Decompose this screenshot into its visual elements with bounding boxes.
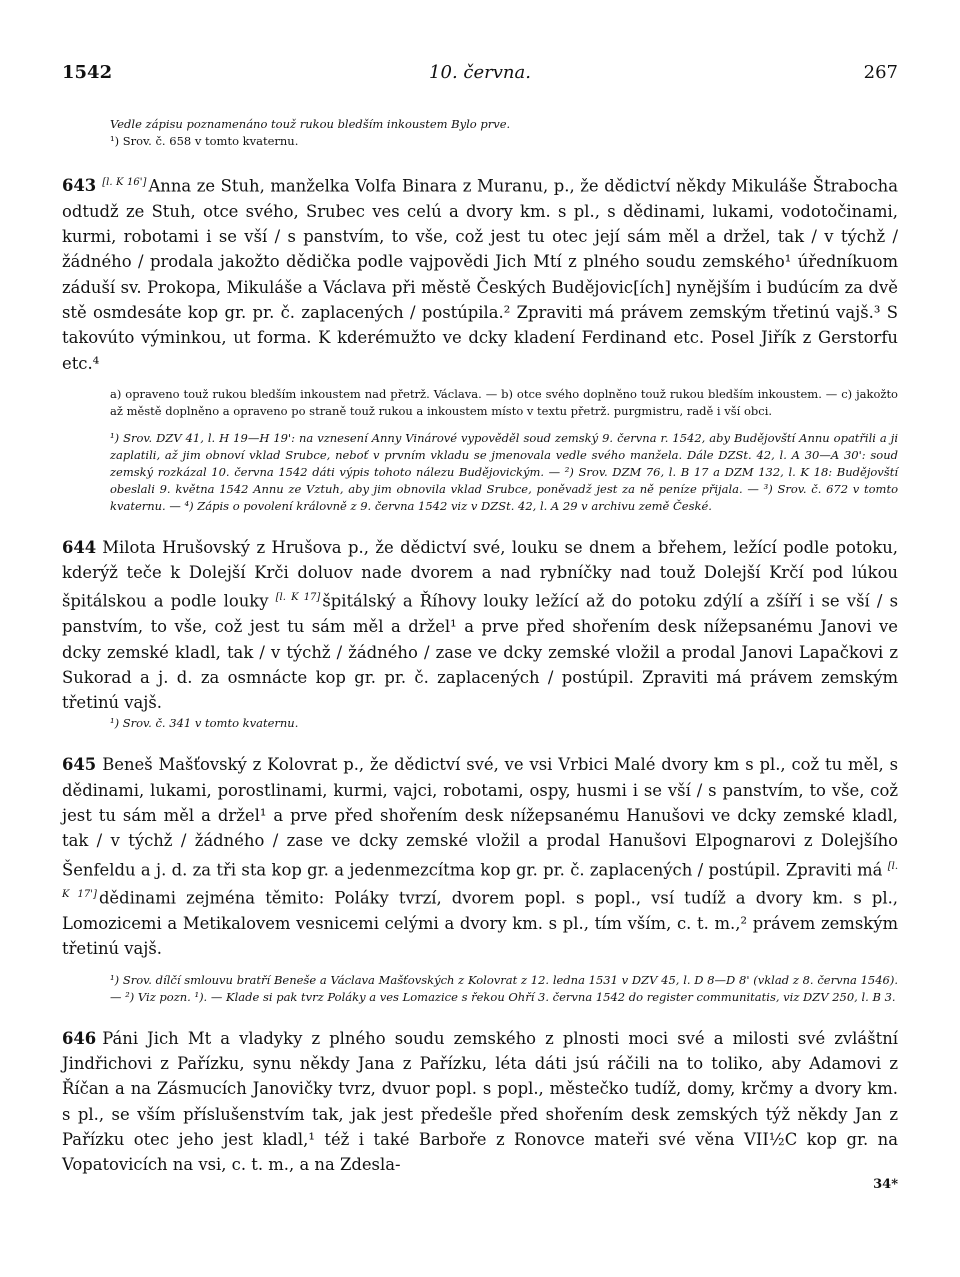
folio-signature: [l. K 16'] xyxy=(102,177,147,188)
document-page xyxy=(62,62,898,1197)
entry-645 xyxy=(62,752,898,961)
entry-text-part2: špitálský a Říhovy louky ležící až do potoku zdýlí a zšíří i se vší / s panstvím, to vše, což jest tu sám měl a držel¹ a prve před shořením desk nížepsanému Janovi ve dcky zemské kladl, tak / v týchž / žádného / zase ve dcky zemské vložil a prodal Janovi Lapačkovi z Sukorad a j. d. za osmnácte kop gr. pr. č. zaplacených / postúpil. Zpraviti má právem zemským třetinú vajš. xyxy=(62,591,899,713)
pre-note: Vedle zápisu poznamenáno touž rukou bledším inkoustem Bylo prve. xyxy=(110,117,511,131)
entry-644 xyxy=(62,535,898,716)
header-page-number: 267 xyxy=(863,62,898,83)
signature-mark: 34* xyxy=(873,1177,898,1193)
textual-notes: a) opraveno touž rukou bledším inkoustem nad přetrž. Václava. — b) otce svého doplněno touž rukou bledším inkoustem. — c) jakožto až městě doplněno a opraveno po straně touž rukou a inkoustem místo v textu přetrž. purgmistru, radě i vší obci. xyxy=(110,386,898,418)
page-header xyxy=(62,62,898,90)
entry-646 xyxy=(62,1026,898,1178)
entry-footnotes: ¹) Srov. č. 341 v tomto kvaternu. xyxy=(110,716,299,731)
entry-footnotes: ¹) Srov. dílčí smlouvu bratří Beneše a Václava Mašťovských z Kolovrat z 12. ledna 1531 v DZV 45, l. D 8—D 8' (vklad z 8. června 1546). — ²) Viz pozn. ¹). — Klade si pak tvrz Poláky a ves Lomazice s řekou Ohří 3. června 1542 do register communitatis, viz DZV 250, l. B 3. xyxy=(110,972,898,1004)
entry-text: Páni Jich Mt a vladyky z plného soudu zemského z plnosti moci své a milosti své zvláštní Jindřichovi z Pařízku, synu někdy Jana z Pařízku, léta dáti jsú ráčili na to toliko, aby Adamovi z Říčan a na Zásmucích Janovičky tvrz, dvuor popl. s popl., městečko tudíž, domy, krčmy a dvory km. s pl., se vším příslušenstvím tak, jak jest předešle před shořením desk zemských týž někdy Jan z Pařízku otec jeho jest kladl,¹ též i také Barboře z Ronovce mateři své věna VII½C kop gr. na Vopatovicích na vsi, c. t. m., a na Zdesla- xyxy=(62,1028,898,1175)
entry-text-part2: dědinami zejména těmito: Poláky tvrzí, dvorem popl. s popl., vsí tudíž a dvory km. s pl., Lomozicemi a Metikalovem vesnicemi celými a dvory km. s pl., tím vším, c. t. m.,² právem zemským třetinú vajš. xyxy=(62,888,898,959)
header-year: 1542 xyxy=(62,62,113,83)
entry-number: 644 xyxy=(62,537,97,557)
entry-643 xyxy=(62,170,898,376)
entry-text-part1: Beneš Mašťovský z Kolovrat p., že dědictví své, ve vsi Vrbici Malé dvory km s pl., což tu měl, s dědinami, lukami, porostlinami, kurmi, vajci, robotami, ospy, husmi i se vší / s panstvím, to vše, což jest tu sám měl a držel¹ a prve před shořením desk nížepsanému Hanušovi ve dcky zemské kladl, tak / v týchž / žádného / zase ve dcky zemské vložil a prodal Hanušovi Elpognarovi z Dolejšího Šenfeldu a j. d. za tři sta kop gr. a jedenmezcítma kop gr. pr. č. zaplacených / postúpil. Zpraviti má xyxy=(62,755,898,880)
entry-text-part1: Milota Hrušovský z Hrušova p., že dědictví své, louku se dnem a břehem, ležící podle potoku, kderýž teče k Dolejší Krči doluov nade dvorem a nad rybníčky nad touž Dolejší Krčí pod lúkou špitálskou a podle louky xyxy=(62,537,898,611)
folio-signature: [l. K 17'] xyxy=(62,860,898,901)
entry-text: Anna ze Stuh, manželka Volfa Binara z Muranu, p., že dědictví někdy Mikuláše Štrabocha odtudž ze Stuh, otce svého, Srubec ves celú a dvory km. s pl., s dědinami, lukami, vodotočinami, kurmi, robotami i se vší / s panstvím, to vše, což jest tu otec její sám měl a držel, tak / v týchž / žádného / prodala jakožto dědička podle vajpovědi Jich Mtí z plného soudu zemského¹ úředníkuom záduší sv. Prokopa, Mikuláše a Václava při městě Českých Budějovic[ích] nynějším i budúcím za dvě stě osmdesáte kop gr. pr. č. zaplacených / postúpila.² Zpraviti má právem zemským třetinú vajš.³ S takovúto výminkou, ut forma. K kderémužto ve dcky kladení Ferdinand etc. Posel Jiřík z Gerstorfu etc.⁴ xyxy=(62,176,899,373)
header-date: 10. června. xyxy=(429,62,531,83)
folio-signature: [l. K 17] xyxy=(275,592,321,604)
entry-number: 643 xyxy=(62,176,97,196)
pre-footnote: ¹) Srov. č. 658 v tomto kvaternu. xyxy=(110,134,299,148)
entry-footnotes: ¹) Srov. DZV 41, l. H 19—H 19': na vznesení Anny Vinárové vypověděl soud zemský 9. června r. 1542, aby Budějovští Annu opatřili a ji zaplatili, až jim obnoví vklad Srubce, neboť v prvním vkladu se jmenovala vedle svého manžela. Dále DZSt. 42, l. A 30—A 30': soud zemský rozkázal 10. června 1542 dáti výpis tohoto nálezu Budějovickým. — ²) Srov. DZM 76, l. B 17 a DZM 132, l. K 18: Budějovští obeslali 9. května 1542 Annu ze Vztuh, aby jim obnovila vklad Srubce, poněvadž jest za ně peníze přijala. — ³) Srov. č. 672 v tomto kvaternu. — ⁴) Zápis o povolení královně z 9. června 1542 viz v DZSt. 42, l. A 29 v archivu země České. xyxy=(110,430,898,513)
entry-number: 646 xyxy=(62,1028,97,1048)
entry-number: 645 xyxy=(62,755,97,775)
